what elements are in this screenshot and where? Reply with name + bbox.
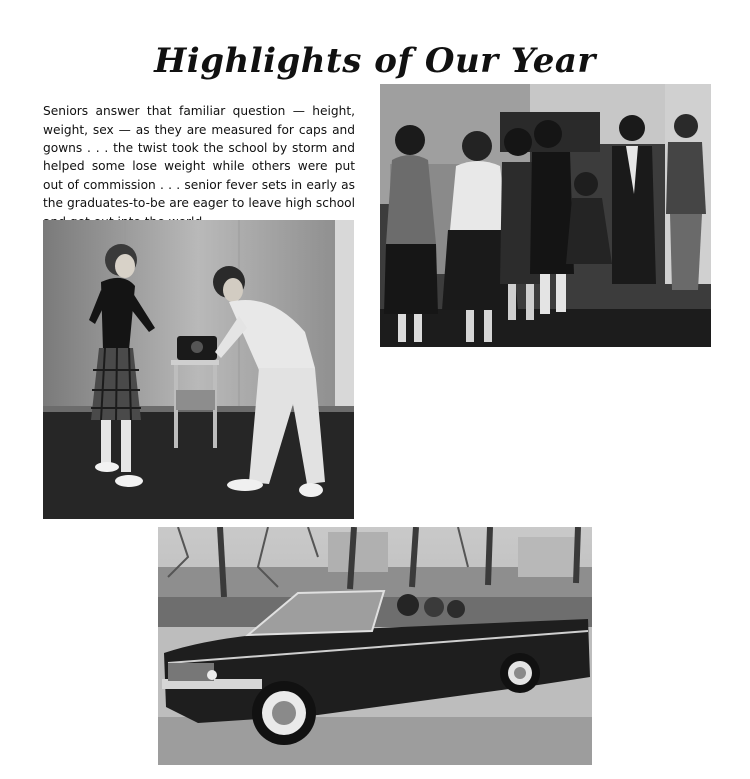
photo-twist-dance: [43, 220, 354, 519]
page-title: Highlights of Our Year: [154, 40, 596, 81]
twist-photo-illustration: [43, 220, 354, 519]
measure-photo-illustration: [380, 84, 711, 347]
photo-caps-and-gowns: [380, 84, 711, 347]
caption-text: Seniors answer that familiar question — height, weight, sex — as they are measured for caps and gowns . . . the twist took the school by storm and helped some lose weight while others were put out of commission . . . senior fever sets in early as the graduates-to-be are eager to leave high school: [43, 104, 355, 211]
photo-convertible: [158, 527, 592, 765]
car-photo-illustration: [158, 527, 592, 765]
